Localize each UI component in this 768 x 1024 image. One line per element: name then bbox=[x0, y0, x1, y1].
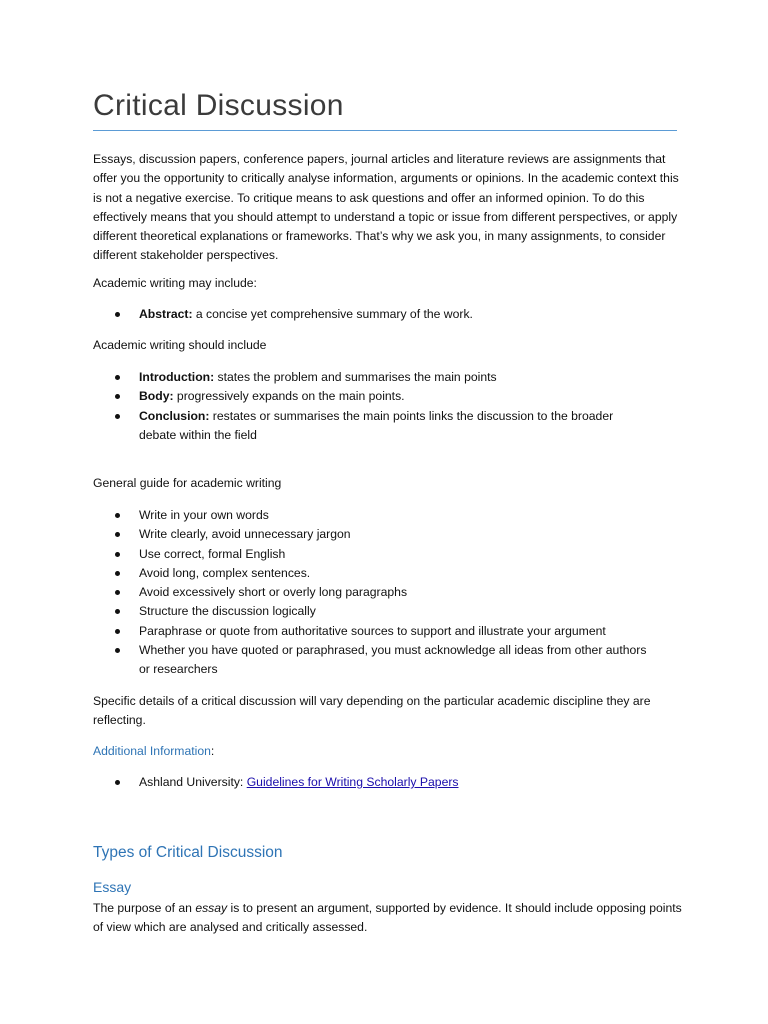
general-guide-list bbox=[93, 506, 653, 680]
list-item: Structure the discussion logically bbox=[93, 602, 653, 621]
bullet-icon bbox=[115, 571, 120, 576]
essay-heading: Essay bbox=[93, 879, 132, 895]
list-item: Avoid long, complex sentences. bbox=[93, 564, 653, 583]
bullet-icon bbox=[115, 609, 120, 614]
list-item: Body: progressively expands on the main points. bbox=[93, 387, 653, 406]
list-item: Abstract: a concise yet comprehensive summary of the work. bbox=[93, 305, 653, 324]
may-include-heading: Academic writing may include: bbox=[93, 276, 257, 290]
essay-paragraph: The purpose of an essay is to present an argument, supported by evidence. It should include opposing points of view which are analysed and critically assessed. bbox=[93, 901, 682, 935]
bullet-icon bbox=[115, 590, 120, 595]
bullet-icon bbox=[115, 629, 120, 634]
bullet-icon bbox=[115, 414, 120, 419]
bullet-icon bbox=[115, 394, 120, 399]
additional-info-heading: Additional Information: bbox=[93, 744, 215, 758]
additional-info-list bbox=[93, 773, 653, 792]
bullet-icon bbox=[115, 552, 120, 557]
bullet-icon bbox=[115, 513, 120, 518]
list-item: Write clearly, avoid unnecessary jargon bbox=[93, 525, 653, 544]
bullet-icon bbox=[115, 648, 120, 653]
list-item: Paraphrase or quote from authoritative sources to support and illustrate your argument bbox=[93, 622, 653, 641]
list-item: Whether you have quoted or paraphrased, you must acknowledge all ideas from other authors or researchers bbox=[93, 641, 653, 680]
intro-paragraph: Essays, discussion papers, conference papers, journal articles and literature reviews are assignments that offer you the opportunity to critically analyse information, arguments or opinions. In the academic context this is not a negative exercise. To critique means to ask questions and offer an informed opinion. To do this effectively means that you should attempt to understand a topic or issue from different perspectives, or apply different theoretical explanations or frameworks. That’s why we ask you, in many assignments, to consider different stakeholder perspectives. bbox=[93, 152, 679, 263]
title-underline bbox=[93, 130, 677, 131]
page-title: Critical Discussion bbox=[93, 89, 344, 122]
bullet-icon bbox=[115, 532, 120, 537]
bullet-icon bbox=[115, 312, 120, 317]
specific-details-paragraph: Specific details of a critical discussion will vary depending on the particular academic discipline they are reflecting. bbox=[93, 694, 651, 728]
list-item: Conclusion: restates or summarises the main points links the discussion to the broader debate within the field bbox=[93, 407, 653, 446]
bullet-icon bbox=[115, 780, 120, 785]
guidelines-link[interactable]: Guidelines for Writing Scholarly Papers bbox=[246, 775, 459, 789]
bullet-icon bbox=[115, 375, 120, 380]
list-item: Introduction: states the problem and summarises the main points bbox=[93, 368, 653, 387]
should-include-heading: Academic writing should include bbox=[93, 338, 267, 352]
should-include-list bbox=[93, 368, 653, 445]
may-include-list bbox=[93, 305, 653, 324]
additional-info-label: Additional Information bbox=[93, 744, 211, 758]
list-item: Use correct, formal English bbox=[93, 545, 653, 564]
types-heading: Types of Critical Discussion bbox=[93, 844, 283, 861]
list-item: Avoid excessively short or overly long paragraphs bbox=[93, 583, 653, 602]
list-item: Write in your own words bbox=[93, 506, 653, 525]
list-item: Ashland University: Guidelines for Writing Scholarly Papers bbox=[93, 773, 653, 792]
general-guide-heading: General guide for academic writing bbox=[93, 476, 282, 490]
